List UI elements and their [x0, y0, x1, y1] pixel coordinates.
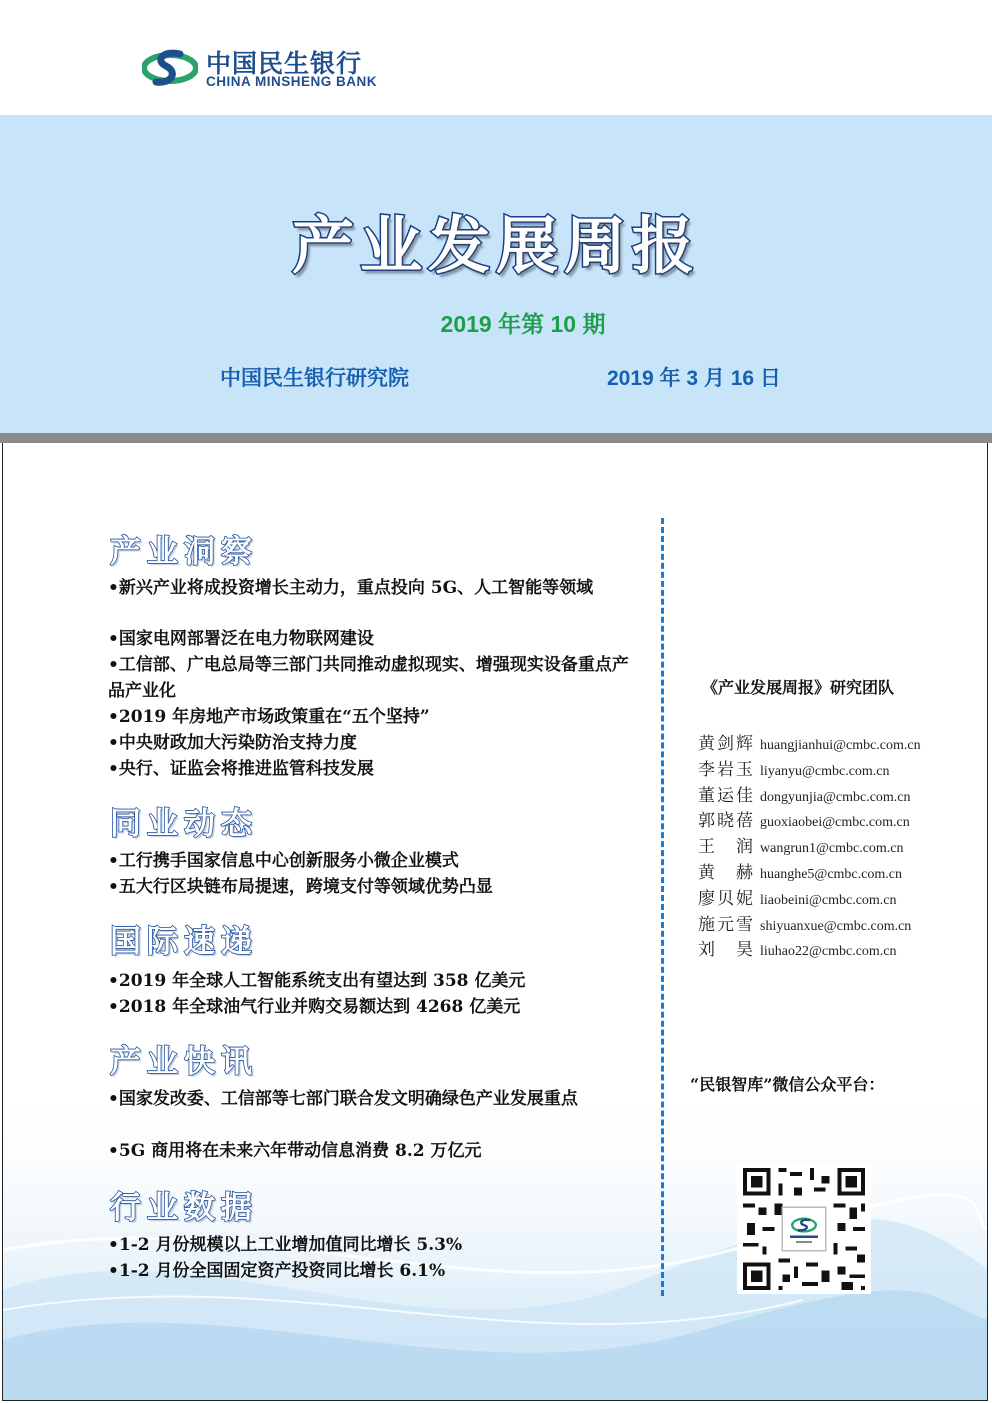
list-item: •国家发改委、工信部等七部门联合发文明确绿色产业发展重点	[108, 1089, 578, 1109]
team-member: 施元雪 shiyuanxue@cmbc.com.cn	[698, 915, 912, 935]
member-email[interactable]: shiyuanxue@cmbc.com.cn	[760, 919, 912, 934]
section-title-international: 国际速递	[110, 924, 258, 960]
list-item: •2019 年全球人工智能系统支出有望达到 358 亿美元	[108, 971, 526, 991]
bank-logo	[142, 42, 412, 94]
team-member: 董运佳 dongyunjia@cmbc.com.cn	[698, 786, 911, 806]
wechat-label: “民银智库”微信公众平台：	[690, 1075, 885, 1094]
bank-name-en: CHINA MINSHENG BANK	[206, 74, 377, 89]
qr-code-icon[interactable]	[737, 1164, 871, 1294]
member-email[interactable]: liyanyu@cmbc.com.cn	[760, 764, 890, 779]
member-email[interactable]: liuhao22@cmbc.com.cn	[760, 944, 897, 959]
minsheng-logo-icon	[142, 42, 198, 94]
list-item: •2019 年房地产市场政策重在“五个坚持”	[108, 707, 430, 727]
team-title: 《产业发展周报》研究团队	[702, 678, 895, 697]
team-member: 王 润 wangrun1@cmbc.com.cn	[698, 837, 904, 857]
list-item: •新兴产业将成投资增长主动力，重点投向 5G、人工智能等领域	[108, 578, 594, 598]
team-member: 郭晓蓓 guoxiaobei@cmbc.com.cn	[698, 811, 910, 831]
list-item: •1-2 月份全国固定资产投资同比增长 6.1%	[108, 1261, 446, 1281]
member-email[interactable]: guoxiaobei@cmbc.com.cn	[760, 815, 910, 830]
list-item: •国家电网部署泛在电力物联网建设	[108, 629, 374, 649]
report-title: 产业发展周报	[291, 209, 700, 282]
team-member: 廖贝妮 liaobeini@cmbc.com.cn	[698, 889, 897, 909]
member-email[interactable]: huangjianhui@cmbc.com.cn	[760, 738, 921, 753]
section-title-peer-news: 同业动态	[110, 806, 258, 842]
team-member: 黄 赫 huanghe5@cmbc.com.cn	[698, 863, 902, 883]
list-item: •1-2 月份规模以上工业增加值同比增长 5.3%	[108, 1235, 463, 1255]
header-divider	[0, 433, 992, 443]
member-email[interactable]: dongyunjia@cmbc.com.cn	[760, 790, 911, 805]
team-member: 李岩玉 liyanyu@cmbc.com.cn	[698, 760, 890, 780]
list-item: •中央财政加大污染防治支持力度	[108, 733, 357, 753]
team-member: 黄剑辉 huangjianhui@cmbc.com.cn	[698, 734, 921, 754]
team-member: 刘 昊 liuhao22@cmbc.com.cn	[698, 940, 897, 960]
section-title-industry-insight: 产业洞察	[110, 534, 258, 570]
list-item: •工行携手国家信息中心创新服务小微企业模式	[108, 851, 459, 871]
member-email[interactable]: huanghe5@cmbc.com.cn	[760, 867, 902, 882]
publish-date: 2019 年 3 月 16 日	[607, 367, 781, 390]
bank-name-cn: 中国民生银行	[206, 49, 363, 78]
issue-number: 2019 年第 10 期	[440, 311, 606, 337]
member-email[interactable]: wangrun1@cmbc.com.cn	[760, 841, 904, 856]
list-item: •工信部、广电总局等三部门共同推动虚拟现实、增强现实设备重点产品产业化	[108, 655, 629, 701]
list-item: •2018 年全球油气行业并购交易额达到 4268 亿美元	[108, 997, 521, 1017]
institute-name: 中国民生银行研究院	[220, 367, 409, 390]
list-item: •5G 商用将在未来六年带动信息消费 8.2 万亿元	[108, 1141, 482, 1161]
column-divider	[661, 518, 664, 1296]
section-title-industry-flash: 产业快讯	[110, 1044, 258, 1080]
list-item: •五大行区块链布局提速，跨境支付等领域优势凸显	[108, 877, 493, 897]
list-item: •央行、证监会将推进监管科技发展	[108, 759, 374, 779]
member-email[interactable]: liaobeini@cmbc.com.cn	[760, 893, 897, 908]
section-title-industry-data: 行业数据	[110, 1190, 258, 1226]
